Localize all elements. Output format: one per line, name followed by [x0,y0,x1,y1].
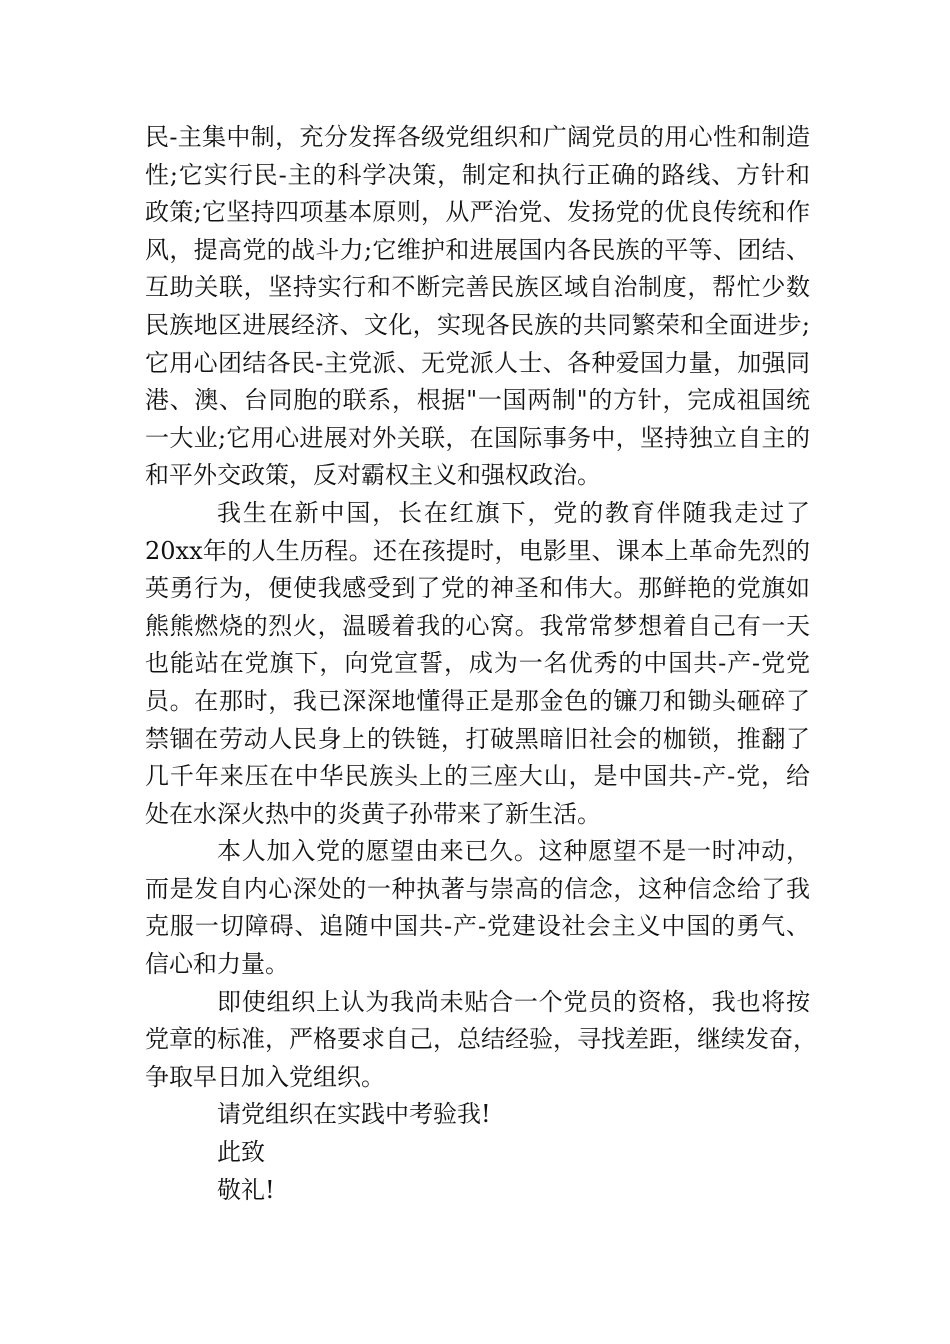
text-line: 民-主集中制，充分发挥各级党组织和广阔党员的用心性和制造 [145,123,810,151]
text-line: 港、澳、台同胞的联系，根据"一国两制"的方针，完成祖国统 [145,386,810,415]
letter-closing [145,1096,810,1209]
paragraph-aspiration [145,833,810,983]
closing-regards: 敬礼! [217,1175,275,1204]
text-line: 也能站在党旗下，向党宣誓，成为一名优秀的中国共-产-党党 [145,649,810,678]
text-line: 互助关联，坚持实行和不断完善民族区域自治制度，帮忙少数 [145,273,810,302]
text-line: 禁锢在劳动人民身上的铁链，打破黑暗旧社会的枷锁，推翻了 [145,724,810,753]
text-line: 而是发自内心深处的一种执著与崇高的信念，这种信念给了我 [145,874,810,903]
text-line: 英勇行为，便使我感受到了党的神圣和伟大。那鲜艳的党旗如 [145,574,810,603]
paragraph-personal-history [145,495,810,833]
text-line: 性;它实行民-主的科学决策，制定和执行正确的路线、方针和 [145,160,810,189]
text-line: 即使组织上认为我尚未贴合一个党员的资格，我也将按 [217,987,810,1016]
text-line: 一大业;它用心进展对外关联，在国际事务中，坚持独立自主的 [145,423,810,452]
text-line: 我生在新中国，长在红旗下，党的教育伴随我走过了 [217,498,810,527]
text-line: 民族地区进展经济、文化，实现各民族的共同繁荣和全面进步; [145,310,810,339]
text-line: 它用心团结各民-主党派、无党派人士、各种爱国力量，加强同 [145,348,810,377]
text-line: 风，提高党的战斗力;它维护和进展国内各民族的平等、团结、 [145,235,810,264]
paragraph-commitment [145,984,817,1097]
closing-salutation: 此致 [217,1138,265,1167]
closing-request: 请党组织在实践中考验我! [217,1100,491,1129]
document-body [145,119,817,1209]
text-line: 几千年来压在中华民族头上的三座大山，是中国共-产-党，给 [145,762,810,791]
text-line: 克服一切障碍、追随中国共-产-党建设社会主义中国的勇气、 [145,912,810,941]
text-line: 争取早日加入党组织。 [145,1062,385,1091]
paragraph-party-principles [145,119,810,495]
text-line: 员。在那时，我已深深地懂得正是那金色的镰刀和锄头砸碎了 [145,686,810,715]
text-line: 和平外交政策，反对霸权主义和强权政治。 [145,461,601,490]
text-line: 熊熊燃烧的烈火，温暖着我的心窝。我常常梦想着自己有一天 [145,611,810,640]
text-line: 信心和力量。 [145,950,289,979]
text-line: 党章的标准，严格要求自己，总结经验，寻找差距，继续发奋， [145,1025,817,1054]
text-line: 政策;它坚持四项基本原则，从严治党、发扬党的优良传统和作 [145,198,810,227]
text-line: 本人加入党的愿望由来已久。这种愿望不是一时冲动， [217,837,810,866]
text-line: 处在水深火热中的炎黄子孙带来了新生活。 [145,799,601,828]
text-line: 20xx年的人生历程。还在孩提时，电影里、课本上革命先烈的 [145,536,810,565]
